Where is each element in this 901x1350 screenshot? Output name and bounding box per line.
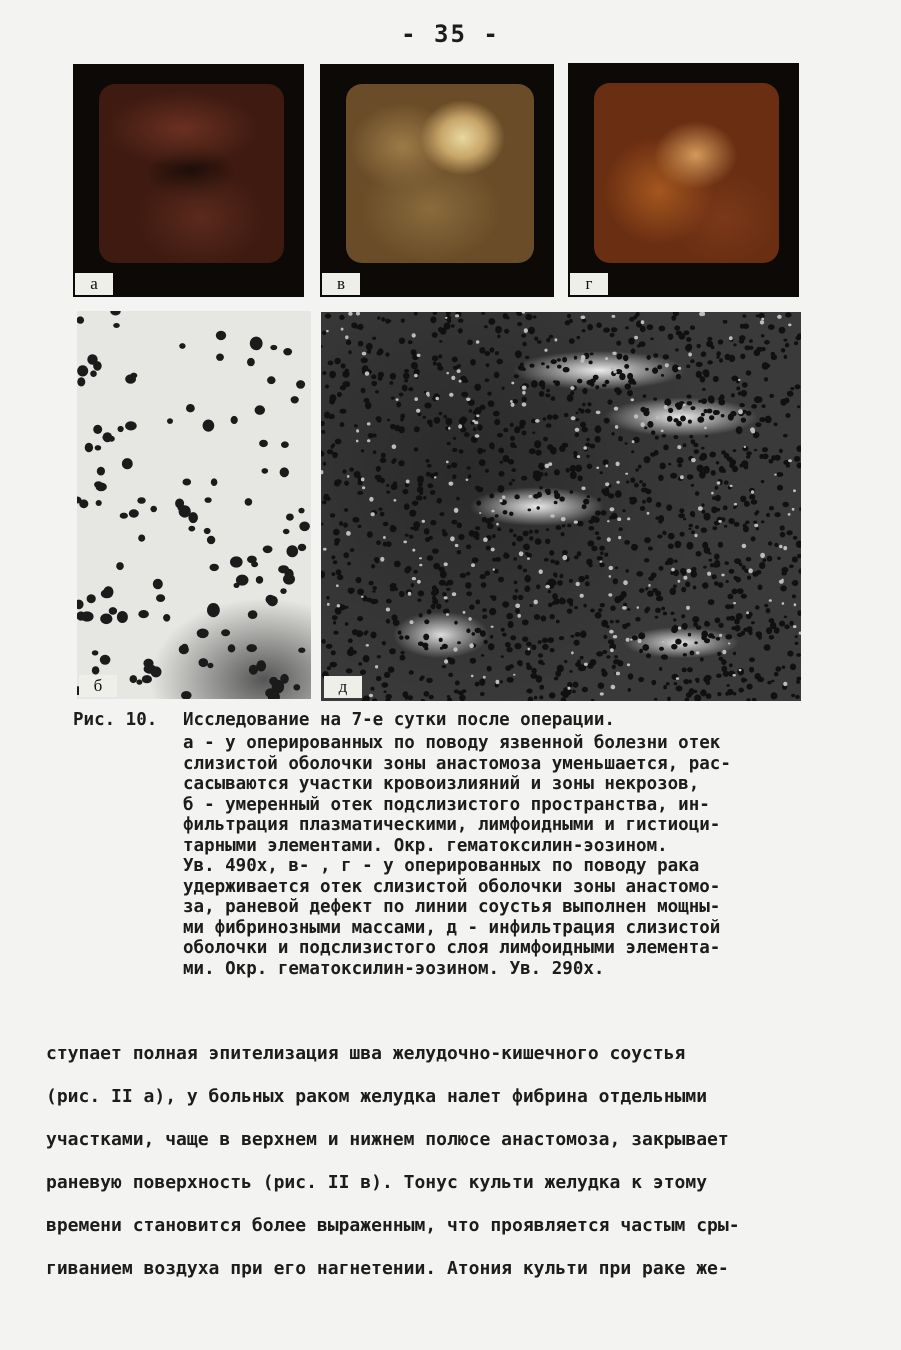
caption-line: ми. Окр. гематоксилин-эозином. Ув. 290х. <box>183 958 605 979</box>
caption-line: слизистой оболочки зоны анастомоза уменьшается, рас- <box>183 753 731 774</box>
micrograph-d <box>321 312 801 701</box>
micrograph-b <box>77 311 311 699</box>
body-line: гиванием воздуха при его нагнетении. Атония культи при раке же- <box>46 1258 729 1279</box>
caption-line: фильтрация плазматическими, лимфоидными и гистиоци- <box>183 815 721 835</box>
body-line: раневую поверхность (рис. II в). Тонус культи желудка к этому <box>46 1172 708 1193</box>
caption-body <box>183 733 843 979</box>
endoscopic-view <box>99 84 284 263</box>
body-line: ступает полная эпителизация шва желудочно-кишечного соустья <box>46 1043 686 1064</box>
body-line: (рис. II а), у больных раком желудка налет фибрина отдельными <box>46 1086 708 1107</box>
figure-label-v: в <box>322 273 360 295</box>
caption-line: Ув. 490х, в- , г - у оперированных по поводу рака <box>183 856 700 876</box>
caption-title: Исследование на 7-е сутки после операции. <box>183 710 615 730</box>
endoscopic-view <box>594 83 779 263</box>
caption-line: за, раневой дефект по линии соустья выполнен мощны- <box>183 897 721 917</box>
caption-line: удерживается отек слизистой оболочки зоны анастомо- <box>183 876 721 897</box>
caption-line: б - умеренный отек подслизистого пространства, ин- <box>183 794 710 815</box>
endoscopy-photo-g <box>568 63 799 297</box>
figure-caption <box>73 709 843 979</box>
endoscopic-view <box>346 84 534 263</box>
caption-line: сасываются участки кровоизлияний и зоны некрозов, <box>183 774 700 794</box>
tissue-texture-illustration <box>321 312 801 701</box>
page-number: - 35 - <box>401 20 500 48</box>
body-line: времени становится более выраженным, что проявляется частым сры- <box>46 1215 740 1236</box>
caption-line: оболочки и подслизистого слоя лимфоидными элемента- <box>183 938 721 958</box>
caption-line: а - у оперированных по поводу язвенной болезни отек <box>183 733 721 753</box>
figure-label-a: а <box>75 273 113 295</box>
body-line: участками, чаще в верхнем и нижнем полюсе анастомоза, закрывает <box>46 1129 729 1150</box>
caption-line: ми фибринозными массами, д - инфильтрация слизистой <box>183 917 721 938</box>
caption-prefix: Рис. 10. <box>73 710 158 730</box>
body-paragraph <box>46 1032 856 1290</box>
endoscopy-photo-a <box>73 64 304 297</box>
caption-line: тарными элементами. Окр. гематоксилин-эозином. <box>183 835 668 856</box>
figure-label-g: г <box>570 273 608 295</box>
figure-label-d: д <box>324 676 362 698</box>
figure-label-b: б <box>79 675 117 697</box>
endoscopy-photo-v <box>320 64 554 297</box>
cell-nuclei-illustration <box>77 311 311 699</box>
